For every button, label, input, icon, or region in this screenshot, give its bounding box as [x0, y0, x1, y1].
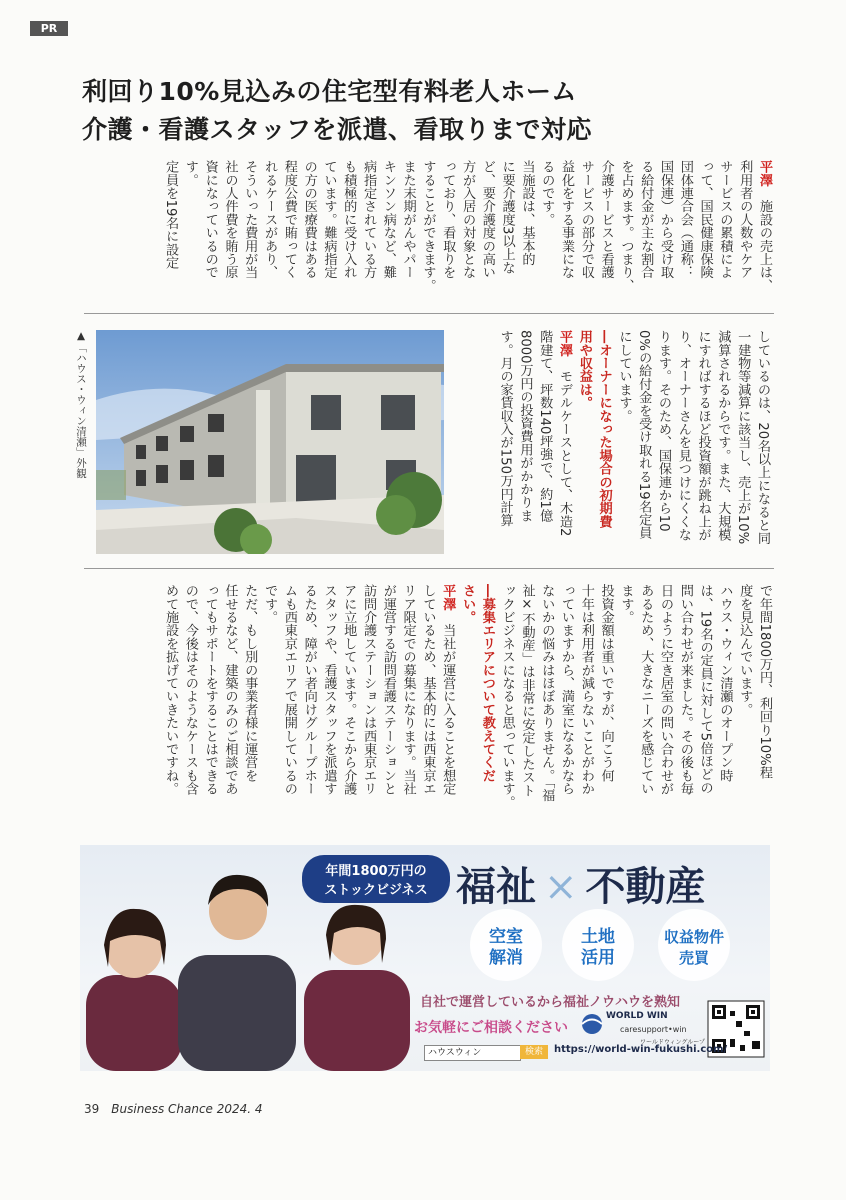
article-bottom-block — [84, 584, 774, 824]
text-column — [200, 584, 220, 824]
column-text: の方の医療費はある — [301, 160, 317, 279]
ad-headline-cross: × — [544, 864, 578, 910]
ad-circle-1 — [470, 927, 542, 969]
column-text: ので、今後はそのようなケースも含 — [182, 584, 198, 796]
text-column — [594, 330, 614, 554]
text-column — [556, 160, 576, 306]
text-column — [635, 160, 655, 306]
text-column — [534, 330, 554, 554]
column-text: 任せるなど、建築のみのご相談であ — [222, 584, 238, 796]
text-column — [635, 584, 655, 824]
text-column — [734, 584, 754, 824]
ad-circle-3-line-2: 売買 — [678, 949, 709, 967]
column-text: 方が入居の対象とな — [460, 160, 476, 279]
photo-caption: ▲「ハウス・ウィン清瀬」外観 — [75, 330, 87, 479]
column-text: る給付金が主な割合 — [638, 160, 654, 279]
divider-top — [84, 313, 774, 314]
text-column — [495, 330, 515, 554]
column-text: また末期がんやパー — [400, 160, 416, 279]
column-text: ります。そのため、国保連から10 — [656, 330, 672, 532]
column-text: モデルケースとして、木造2 — [557, 369, 573, 537]
column-text: 十年は利用者が減らないことがわか — [578, 584, 594, 796]
column-text: 団体連合会（通称： — [677, 160, 693, 279]
column-text: も積極的に受け入れ — [341, 160, 357, 279]
text-column — [319, 584, 339, 824]
interview-question: 用や収益は。 — [576, 330, 592, 410]
headline-line-1: 利回り10%見込みの住宅型有料老人ホーム — [82, 77, 577, 106]
text-column — [457, 160, 477, 306]
column-text: 8000万円の投資費用がかかりま — [517, 330, 533, 522]
building-photo — [96, 330, 444, 554]
text-column — [633, 330, 653, 554]
text-column — [259, 584, 279, 824]
text-column — [596, 584, 616, 824]
column-text: ってもサポートをすることはできる — [202, 584, 218, 796]
text-column — [616, 160, 636, 306]
text-column — [734, 160, 754, 306]
text-column — [754, 584, 774, 824]
column-text: です。 — [262, 584, 278, 624]
text-column — [556, 584, 576, 824]
text-column — [358, 160, 378, 306]
column-text: 当社が運営に入ることを想定 — [440, 623, 456, 796]
column-text: しているのは、20名以上になると同 — [755, 330, 770, 545]
ad-headline-left: 福祉 — [456, 863, 536, 910]
column-text: るため、障がい者向けグループホー — [301, 584, 317, 796]
text-column — [200, 160, 220, 306]
text-column — [497, 160, 517, 306]
column-text: 日のように空き居室の問い合わせが — [658, 584, 674, 796]
column-text: 投資金額は重いですが、向こう何 — [598, 584, 614, 782]
text-column — [220, 160, 240, 306]
ad-circle-3-line-1: 収益物件 — [663, 928, 724, 946]
text-column — [398, 160, 418, 306]
text-column — [616, 584, 636, 824]
text-column — [536, 160, 556, 306]
text-column — [477, 160, 497, 306]
text-column — [477, 584, 497, 824]
column-text: 問い合わせが来ました。その後も毎 — [677, 584, 693, 796]
text-column — [418, 160, 438, 306]
column-text: 益化をする事業にな — [559, 160, 575, 279]
text-column — [536, 584, 556, 824]
ad-circle-2 — [562, 927, 634, 969]
text-column — [695, 160, 715, 306]
column-text: 定員を19名に設定 — [163, 160, 179, 270]
column-text: 訪問介護ステーションは西東京エリ — [361, 584, 377, 796]
text-column — [338, 160, 358, 306]
column-text: 利用者の人数やケア — [737, 160, 753, 279]
text-column — [752, 330, 772, 554]
text-column — [418, 584, 438, 824]
ad-subline: 自社で運営しているから福祉ノウハウを熟知 — [420, 995, 681, 1010]
column-text: るのです。 — [539, 160, 555, 226]
column-text: あるため、大きなニーズを感じてい — [638, 584, 654, 796]
column-text: 祉×不動産」は非常に安定したスト — [519, 584, 535, 797]
column-text: 介護サービスと看護 — [598, 160, 614, 279]
text-column — [378, 160, 398, 306]
ad-circle-1-line-2: 解消 — [489, 948, 523, 968]
ad-circle-2-line-1: 土地 — [581, 927, 615, 947]
magazine-name: Business Chance 2024. 4 — [111, 1102, 263, 1116]
column-text: 病指定されている方 — [361, 160, 377, 279]
text-column — [732, 330, 752, 554]
text-column — [457, 584, 477, 824]
ad-headline — [456, 855, 706, 912]
column-text: 一建物等減算に該当し、売上が10% — [735, 330, 751, 545]
column-text: は、19名の定員に対して5倍ほどの — [697, 584, 713, 794]
ad-logo-sub: caresupport•win — [620, 1025, 687, 1034]
column-text: 当施設は、基本的 — [519, 160, 535, 266]
text-column — [239, 584, 259, 824]
ad-search-box[interactable] — [424, 1045, 521, 1061]
column-text: ないかの悩みはほぼありません。「福 — [539, 584, 555, 802]
text-column — [437, 160, 457, 306]
column-text: 0%の給付金を受け取れる19名定員 — [636, 330, 652, 540]
column-text: り、オーナーさんを見つけにくくな — [675, 330, 691, 542]
column-text: サービスの累積によ — [717, 160, 733, 279]
text-column — [614, 330, 634, 554]
interview-question: ―募集エリアについて教えてくだ — [479, 584, 495, 782]
speaker-name: 平澤 — [757, 160, 772, 187]
column-text: リア限定での募集になります。当社 — [400, 584, 416, 796]
column-text: って、国民健康保険 — [697, 160, 713, 279]
text-column — [299, 584, 319, 824]
column-text: ます。 — [618, 584, 634, 624]
column-text: キンソン病など、難 — [380, 160, 396, 279]
interview-question: ―オーナーになった場合の初期費 — [596, 330, 612, 528]
ad-logo-name: WORLD WIN — [606, 1011, 668, 1021]
column-text: 減算されるからです。また、大規模 — [715, 330, 731, 542]
column-text: 階建て、坪数140坪強で、約1億 — [537, 330, 553, 522]
text-column — [299, 160, 319, 306]
ad-headline-right: 不動産 — [585, 863, 706, 910]
text-column — [655, 584, 675, 824]
text-column — [675, 160, 695, 306]
text-column — [576, 584, 596, 824]
text-column — [497, 584, 517, 824]
text-column — [693, 330, 713, 554]
divider-mid — [84, 568, 774, 569]
text-column — [515, 330, 535, 554]
ad-tag-line-1: 年間1800万円の — [325, 864, 427, 879]
article-top-block — [84, 160, 774, 306]
text-column — [653, 330, 673, 554]
article-mid-block — [466, 330, 772, 554]
staff-photo — [86, 875, 410, 1071]
page-number: 39 — [84, 1102, 100, 1116]
interview-question: さい。 — [460, 584, 476, 624]
ad-search-button[interactable]: 検索 — [520, 1045, 548, 1059]
column-text: 資になっているので — [202, 160, 218, 279]
column-text: 国保連）から受け取 — [658, 160, 674, 279]
pr-badge: PR — [30, 21, 68, 36]
column-text: 社の人件費を賄う原 — [222, 160, 238, 279]
column-text: す。月の家賃収入が150万円計算 — [497, 330, 513, 527]
column-text: で年間1800万円、利回り10%程 — [757, 584, 772, 779]
column-text: っていますから、満室になるかなら — [559, 584, 575, 796]
text-column — [517, 160, 537, 306]
column-text: 程度公費で賄ってく — [281, 160, 297, 279]
text-column — [517, 584, 537, 824]
column-text: 施設の売上は、 — [757, 199, 772, 293]
text-column — [378, 584, 398, 824]
ad-circle-2-line-2: 活用 — [581, 948, 615, 968]
column-text: れるケースがあり、 — [262, 160, 278, 279]
column-text: っており、看取りを — [440, 160, 456, 279]
text-column — [754, 160, 774, 306]
column-text: 度を見込んでいます。 — [737, 584, 753, 716]
text-column — [574, 330, 594, 554]
ad-consult: お気軽にご相談ください — [414, 1020, 568, 1036]
text-column — [220, 584, 240, 824]
text-column — [160, 584, 180, 824]
text-column — [239, 160, 259, 306]
column-text: することができます。 — [420, 160, 436, 292]
column-text: ックビジネスになると思っています。 — [499, 584, 515, 809]
text-column — [319, 160, 339, 306]
text-column — [180, 160, 200, 306]
column-text: スタッフや、看護スタッフを派遣す — [321, 584, 337, 796]
text-column — [596, 160, 616, 306]
text-column — [675, 584, 695, 824]
speaker-name: 平澤 — [557, 330, 573, 357]
text-column — [259, 160, 279, 306]
text-column — [695, 584, 715, 824]
column-text: にしています。 — [616, 330, 632, 423]
headline-line-2: 介護・看護スタッフを派遣、看取りまで対応 — [82, 115, 593, 144]
ad-logo-group: ワールドウィングループ — [640, 1039, 705, 1046]
column-text: ただ、もし別の事業者様に運営を — [242, 584, 258, 782]
text-column — [279, 584, 299, 824]
text-column — [673, 330, 693, 554]
ad-search-text: ハウスウィン — [428, 1048, 482, 1058]
text-column — [180, 584, 200, 824]
column-text: しているため、基本的には西東京エ — [420, 584, 436, 796]
column-text: めて施設を拡げていきたいですね。 — [163, 584, 179, 796]
text-column — [554, 330, 574, 554]
column-text: す。 — [182, 160, 198, 187]
text-column — [715, 584, 735, 824]
speaker-name: 平澤 — [440, 584, 456, 611]
column-text: ど、要介護度の高い — [479, 160, 495, 279]
ad-circle-3 — [658, 927, 730, 969]
page-footer — [84, 1102, 263, 1116]
text-column — [576, 160, 596, 306]
text-column — [713, 330, 733, 554]
column-text: ムも西東京エリアで展開しているの — [281, 584, 297, 796]
text-column — [437, 584, 457, 824]
column-text: にすればするほど投資額が跳ね上が — [695, 330, 711, 542]
column-text: に要介護度3以上な — [499, 160, 515, 274]
column-text: ハウス・ウィン清瀬のオープン時 — [717, 584, 733, 782]
ad-tag-line-2: ストックビジネス — [324, 883, 428, 898]
ad-url[interactable]: https://world-win-fukushi.com/ — [554, 1044, 728, 1055]
ad-circle-1-line-1: 空室 — [489, 927, 523, 947]
text-column — [338, 584, 358, 824]
column-text: サービスの部分で収 — [578, 160, 594, 279]
text-column — [715, 160, 735, 306]
column-text: そういった費用が当 — [242, 160, 258, 279]
advertisement-banner — [80, 845, 770, 1071]
text-column — [655, 160, 675, 306]
text-column — [279, 160, 299, 306]
column-text: ています。難病指定 — [321, 160, 337, 279]
column-text: を占めます。つまり、 — [618, 160, 634, 292]
text-column — [398, 584, 418, 824]
column-text: アに立地しています。そこから介護 — [341, 584, 357, 796]
column-text: が運営する訪問看護ステーションと — [380, 584, 396, 796]
text-column — [160, 160, 180, 306]
text-column — [358, 584, 378, 824]
